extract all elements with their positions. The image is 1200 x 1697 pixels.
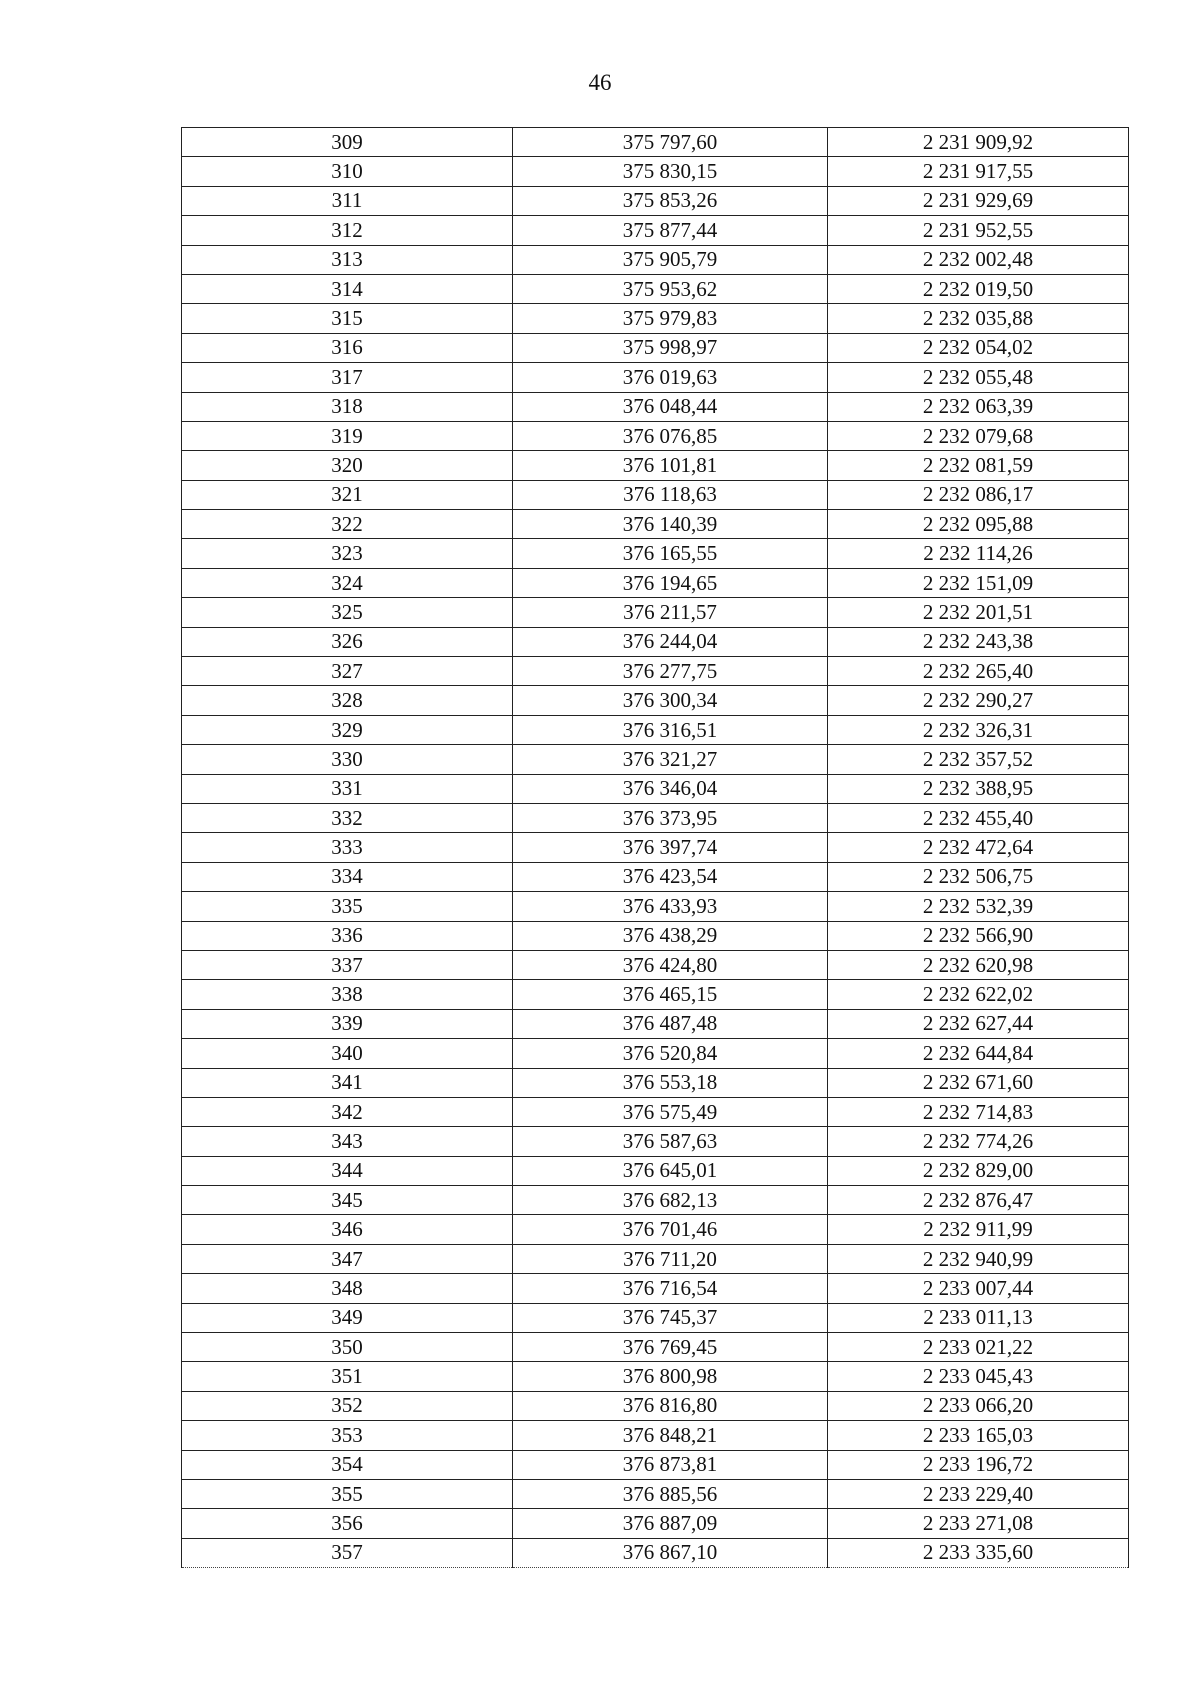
x-coordinate-cell: 376 019,63 <box>513 363 828 392</box>
point-number-cell: 325 <box>182 598 513 627</box>
y-coordinate-cell: 2 232 622,02 <box>828 980 1129 1009</box>
y-coordinate-cell: 2 232 388,95 <box>828 774 1129 803</box>
y-coordinate-cell: 2 233 011,13 <box>828 1303 1129 1332</box>
table-row <box>182 1127 1129 1156</box>
point-number-cell: 312 <box>182 216 513 245</box>
table-row <box>182 539 1129 568</box>
point-number-cell: 329 <box>182 715 513 744</box>
x-coordinate-cell: 376 101,81 <box>513 451 828 480</box>
y-coordinate-cell: 2 233 196,72 <box>828 1450 1129 1479</box>
table-row <box>182 1186 1129 1215</box>
point-number-cell: 319 <box>182 421 513 450</box>
point-number-cell: 345 <box>182 1186 513 1215</box>
point-number-cell: 346 <box>182 1215 513 1244</box>
y-coordinate-cell: 2 232 002,48 <box>828 245 1129 274</box>
y-coordinate-cell: 2 231 952,55 <box>828 216 1129 245</box>
y-coordinate-cell: 2 232 357,52 <box>828 745 1129 774</box>
point-number-cell: 356 <box>182 1509 513 1538</box>
x-coordinate-cell: 376 682,13 <box>513 1186 828 1215</box>
table-row <box>182 745 1129 774</box>
x-coordinate-cell: 375 830,15 <box>513 157 828 186</box>
point-number-cell: 342 <box>182 1097 513 1126</box>
point-number-cell: 314 <box>182 274 513 303</box>
table-row <box>182 1450 1129 1479</box>
table-row <box>182 1391 1129 1420</box>
y-coordinate-cell: 2 232 644,84 <box>828 1039 1129 1068</box>
table-row <box>182 480 1129 509</box>
table-row <box>182 892 1129 921</box>
table-row <box>182 657 1129 686</box>
x-coordinate-cell: 376 711,20 <box>513 1244 828 1273</box>
point-number-cell: 355 <box>182 1479 513 1508</box>
point-number-cell: 313 <box>182 245 513 274</box>
point-number-cell: 309 <box>182 128 513 157</box>
y-coordinate-cell: 2 233 229,40 <box>828 1479 1129 1508</box>
point-number-cell: 323 <box>182 539 513 568</box>
point-number-cell: 347 <box>182 1244 513 1273</box>
x-coordinate-cell: 375 998,97 <box>513 333 828 362</box>
table-row <box>182 363 1129 392</box>
point-number-cell: 310 <box>182 157 513 186</box>
point-number-cell: 320 <box>182 451 513 480</box>
x-coordinate-cell: 375 979,83 <box>513 304 828 333</box>
y-coordinate-cell: 2 232 201,51 <box>828 598 1129 627</box>
table-row <box>182 803 1129 832</box>
y-coordinate-cell: 2 232 035,88 <box>828 304 1129 333</box>
table-row <box>182 157 1129 186</box>
y-coordinate-cell: 2 232 243,38 <box>828 627 1129 656</box>
point-number-cell: 317 <box>182 363 513 392</box>
table-row <box>182 1156 1129 1185</box>
coordinates-table <box>181 127 1129 1568</box>
y-coordinate-cell: 2 232 054,02 <box>828 333 1129 362</box>
table-row <box>182 1538 1129 1567</box>
y-coordinate-cell: 2 232 620,98 <box>828 950 1129 979</box>
point-number-cell: 315 <box>182 304 513 333</box>
x-coordinate-cell: 376 873,81 <box>513 1450 828 1479</box>
x-coordinate-cell: 376 867,10 <box>513 1538 828 1567</box>
point-number-cell: 316 <box>182 333 513 362</box>
table-row <box>182 304 1129 333</box>
table-row <box>182 392 1129 421</box>
x-coordinate-cell: 376 165,55 <box>513 539 828 568</box>
x-coordinate-cell: 376 701,46 <box>513 1215 828 1244</box>
point-number-cell: 348 <box>182 1274 513 1303</box>
page-number: 46 <box>588 70 612 95</box>
x-coordinate-cell: 376 433,93 <box>513 892 828 921</box>
point-number-cell: 324 <box>182 568 513 597</box>
y-coordinate-cell: 2 232 455,40 <box>828 803 1129 832</box>
y-coordinate-cell: 2 232 151,09 <box>828 568 1129 597</box>
y-coordinate-cell: 2 231 917,55 <box>828 157 1129 186</box>
table-row <box>182 451 1129 480</box>
x-coordinate-cell: 375 877,44 <box>513 216 828 245</box>
table-row <box>182 1009 1129 1038</box>
point-number-cell: 334 <box>182 862 513 891</box>
x-coordinate-cell: 376 465,15 <box>513 980 828 1009</box>
x-coordinate-cell: 376 887,09 <box>513 1509 828 1538</box>
x-coordinate-cell: 376 140,39 <box>513 510 828 539</box>
table-row <box>182 568 1129 597</box>
x-coordinate-cell: 375 797,60 <box>513 128 828 157</box>
table-row <box>182 627 1129 656</box>
y-coordinate-cell: 2 232 095,88 <box>828 510 1129 539</box>
y-coordinate-cell: 2 232 265,40 <box>828 657 1129 686</box>
y-coordinate-cell: 2 232 290,27 <box>828 686 1129 715</box>
y-coordinate-cell: 2 232 055,48 <box>828 363 1129 392</box>
point-number-cell: 331 <box>182 774 513 803</box>
table-row <box>182 598 1129 627</box>
x-coordinate-cell: 376 194,65 <box>513 568 828 597</box>
y-coordinate-cell: 2 232 086,17 <box>828 480 1129 509</box>
x-coordinate-cell: 376 645,01 <box>513 1156 828 1185</box>
x-coordinate-cell: 376 769,45 <box>513 1333 828 1362</box>
y-coordinate-cell: 2 232 506,75 <box>828 862 1129 891</box>
table-row <box>182 950 1129 979</box>
x-coordinate-cell: 375 953,62 <box>513 274 828 303</box>
x-coordinate-cell: 376 316,51 <box>513 715 828 744</box>
x-coordinate-cell: 376 587,63 <box>513 1127 828 1156</box>
point-number-cell: 318 <box>182 392 513 421</box>
y-coordinate-cell: 2 232 627,44 <box>828 1009 1129 1038</box>
y-coordinate-cell: 2 232 671,60 <box>828 1068 1129 1097</box>
point-number-cell: 330 <box>182 745 513 774</box>
x-coordinate-cell: 376 424,80 <box>513 950 828 979</box>
y-coordinate-cell: 2 231 929,69 <box>828 186 1129 215</box>
x-coordinate-cell: 376 716,54 <box>513 1274 828 1303</box>
point-number-cell: 351 <box>182 1362 513 1391</box>
table-row <box>182 715 1129 744</box>
y-coordinate-cell: 2 233 271,08 <box>828 1509 1129 1538</box>
x-coordinate-cell: 376 300,34 <box>513 686 828 715</box>
table-row <box>182 245 1129 274</box>
table-row <box>182 1479 1129 1508</box>
y-coordinate-cell: 2 232 114,26 <box>828 539 1129 568</box>
x-coordinate-cell: 375 853,26 <box>513 186 828 215</box>
y-coordinate-cell: 2 232 532,39 <box>828 892 1129 921</box>
y-coordinate-cell: 2 231 909,92 <box>828 128 1129 157</box>
y-coordinate-cell: 2 232 714,83 <box>828 1097 1129 1126</box>
y-coordinate-cell: 2 232 876,47 <box>828 1186 1129 1215</box>
point-number-cell: 349 <box>182 1303 513 1332</box>
point-number-cell: 333 <box>182 833 513 862</box>
y-coordinate-cell: 2 232 081,59 <box>828 451 1129 480</box>
point-number-cell: 344 <box>182 1156 513 1185</box>
x-coordinate-cell: 376 438,29 <box>513 921 828 950</box>
table-row <box>182 1244 1129 1273</box>
table-row <box>182 1509 1129 1538</box>
y-coordinate-cell: 2 232 472,64 <box>828 833 1129 862</box>
point-number-cell: 328 <box>182 686 513 715</box>
table-row <box>182 1303 1129 1332</box>
point-number-cell: 341 <box>182 1068 513 1097</box>
table-row <box>182 686 1129 715</box>
table-row <box>182 774 1129 803</box>
point-number-cell: 332 <box>182 803 513 832</box>
y-coordinate-cell: 2 233 066,20 <box>828 1391 1129 1420</box>
x-coordinate-cell: 376 118,63 <box>513 480 828 509</box>
y-coordinate-cell: 2 232 019,50 <box>828 274 1129 303</box>
point-number-cell: 338 <box>182 980 513 1009</box>
point-number-cell: 352 <box>182 1391 513 1420</box>
table-row <box>182 510 1129 539</box>
table-row <box>182 216 1129 245</box>
table-row <box>182 1421 1129 1450</box>
y-coordinate-cell: 2 233 007,44 <box>828 1274 1129 1303</box>
y-coordinate-cell: 2 232 774,26 <box>828 1127 1129 1156</box>
x-coordinate-cell: 376 048,44 <box>513 392 828 421</box>
point-number-cell: 336 <box>182 921 513 950</box>
point-number-cell: 335 <box>182 892 513 921</box>
coordinates-table-body <box>182 128 1129 1568</box>
x-coordinate-cell: 376 423,54 <box>513 862 828 891</box>
point-number-cell: 327 <box>182 657 513 686</box>
table-row <box>182 1215 1129 1244</box>
y-coordinate-cell: 2 233 021,22 <box>828 1333 1129 1362</box>
table-row <box>182 1039 1129 1068</box>
point-number-cell: 326 <box>182 627 513 656</box>
point-number-cell: 357 <box>182 1538 513 1567</box>
y-coordinate-cell: 2 232 063,39 <box>828 392 1129 421</box>
x-coordinate-cell: 376 885,56 <box>513 1479 828 1508</box>
x-coordinate-cell: 376 575,49 <box>513 1097 828 1126</box>
table-row <box>182 186 1129 215</box>
point-number-cell: 343 <box>182 1127 513 1156</box>
x-coordinate-cell: 376 745,37 <box>513 1303 828 1332</box>
point-number-cell: 321 <box>182 480 513 509</box>
table-row <box>182 1333 1129 1362</box>
point-number-cell: 311 <box>182 186 513 215</box>
y-coordinate-cell: 2 232 566,90 <box>828 921 1129 950</box>
table-row <box>182 921 1129 950</box>
x-coordinate-cell: 376 848,21 <box>513 1421 828 1450</box>
table-row <box>182 421 1129 450</box>
x-coordinate-cell: 376 321,27 <box>513 745 828 774</box>
x-coordinate-cell: 376 244,04 <box>513 627 828 656</box>
point-number-cell: 354 <box>182 1450 513 1479</box>
y-coordinate-cell: 2 232 079,68 <box>828 421 1129 450</box>
table-row <box>182 1097 1129 1126</box>
point-number-cell: 340 <box>182 1039 513 1068</box>
table-row <box>182 1362 1129 1391</box>
table-row <box>182 833 1129 862</box>
y-coordinate-cell: 2 232 829,00 <box>828 1156 1129 1185</box>
table-row <box>182 1068 1129 1097</box>
table-row <box>182 274 1129 303</box>
x-coordinate-cell: 376 076,85 <box>513 421 828 450</box>
point-number-cell: 339 <box>182 1009 513 1038</box>
y-coordinate-cell: 2 232 940,99 <box>828 1244 1129 1273</box>
table-row <box>182 128 1129 157</box>
x-coordinate-cell: 376 487,48 <box>513 1009 828 1038</box>
point-number-cell: 353 <box>182 1421 513 1450</box>
y-coordinate-cell: 2 232 911,99 <box>828 1215 1129 1244</box>
x-coordinate-cell: 376 520,84 <box>513 1039 828 1068</box>
x-coordinate-cell: 376 816,80 <box>513 1391 828 1420</box>
table-row <box>182 862 1129 891</box>
x-coordinate-cell: 376 397,74 <box>513 833 828 862</box>
y-coordinate-cell: 2 233 045,43 <box>828 1362 1129 1391</box>
y-coordinate-cell: 2 233 165,03 <box>828 1421 1129 1450</box>
point-number-cell: 337 <box>182 950 513 979</box>
x-coordinate-cell: 376 800,98 <box>513 1362 828 1391</box>
y-coordinate-cell: 2 233 335,60 <box>828 1538 1129 1567</box>
x-coordinate-cell: 376 373,95 <box>513 803 828 832</box>
x-coordinate-cell: 376 346,04 <box>513 774 828 803</box>
y-coordinate-cell: 2 232 326,31 <box>828 715 1129 744</box>
x-coordinate-cell: 376 553,18 <box>513 1068 828 1097</box>
point-number-cell: 322 <box>182 510 513 539</box>
x-coordinate-cell: 376 277,75 <box>513 657 828 686</box>
table-row <box>182 333 1129 362</box>
point-number-cell: 350 <box>182 1333 513 1362</box>
x-coordinate-cell: 376 211,57 <box>513 598 828 627</box>
table-row <box>182 980 1129 1009</box>
x-coordinate-cell: 375 905,79 <box>513 245 828 274</box>
table-row <box>182 1274 1129 1303</box>
